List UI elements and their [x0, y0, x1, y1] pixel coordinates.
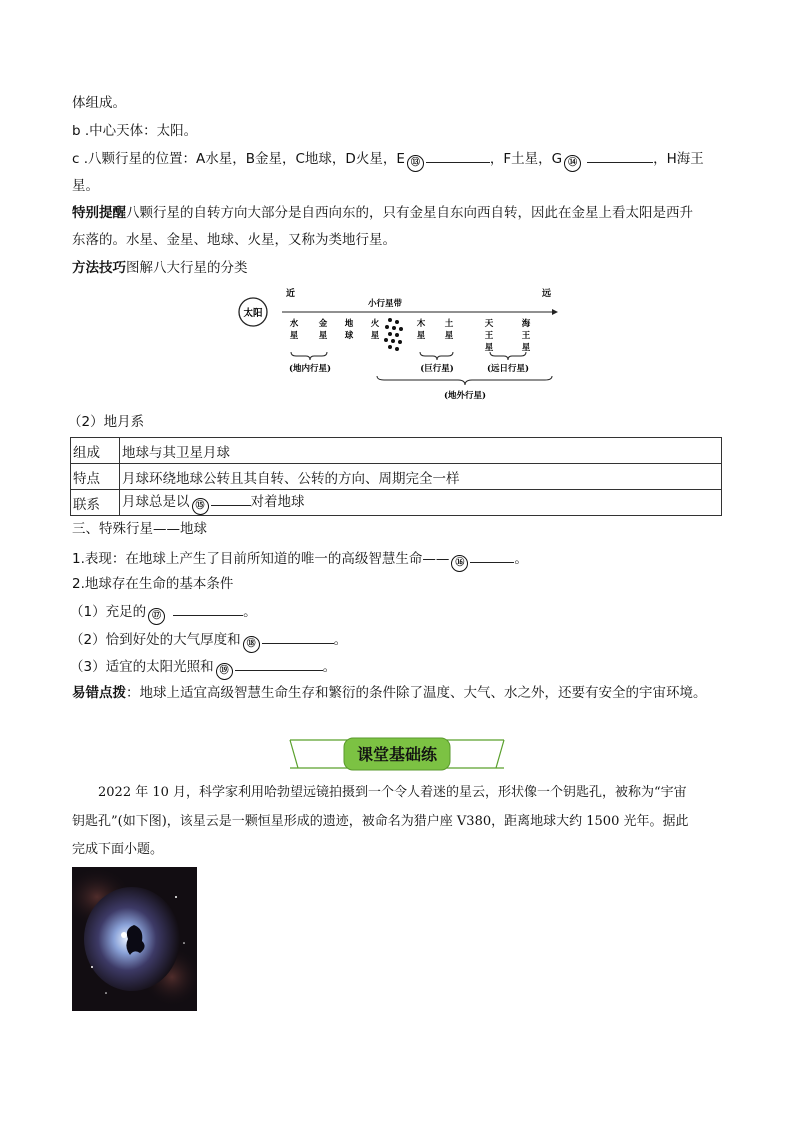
planet-char: 金 [318, 319, 328, 329]
blank-number: ⑯ [451, 555, 468, 572]
section-heading: 三、特殊行星——地球 [72, 521, 207, 537]
planet-mercury [290, 318, 299, 341]
error-tip-label: 易错点拨 [72, 685, 126, 701]
planet-char: 天 [484, 319, 494, 329]
fill-blank[interactable] [587, 148, 653, 163]
tip-line [72, 203, 693, 223]
tip-label: 特别提醒 [72, 205, 126, 221]
table-row [71, 438, 722, 464]
blank-number: ⑭ [564, 155, 581, 172]
blank-number: ⑬ [407, 155, 424, 172]
method-line [72, 258, 248, 278]
text-part: （3）适宜的太阳光照和 [70, 659, 214, 675]
axis-arrowhead [552, 309, 558, 315]
section-banner [288, 734, 506, 774]
question-text: 钥匙孔”(如下图)，该星云是一颗恒星形成的遗迹，被命名为猎户座 V380，距离地球大约 1500 光年。据此 [72, 814, 689, 829]
asteroid-belt-label: 小行星带 [367, 299, 403, 309]
planet-saturn [445, 318, 454, 341]
text-part: （2）恰到好处的大气厚度和 [70, 632, 241, 648]
table-value: 月球环绕地球公转且其自转、公转的方向、周期完全一样 [120, 464, 722, 490]
text-part: 。 [514, 551, 528, 567]
planet-char: 木 [416, 319, 426, 329]
text-line: 东落的。水星、金星、地球、火星，又称为类地行星。 [72, 232, 396, 248]
fill-blank[interactable] [470, 548, 514, 563]
text-line [72, 148, 704, 172]
text-part: 。 [243, 604, 257, 620]
text-part: 。 [333, 632, 348, 648]
text-part: 1.表现：在地球上产生了目前所知道的唯一的高级智慧生命—— [72, 551, 450, 567]
far-label: 远 [542, 289, 552, 299]
question-text: 完成下面小题。 [72, 842, 164, 857]
blank-number: ⑰ [148, 608, 165, 625]
text-line [72, 548, 528, 572]
sun-label: 太阳 [243, 308, 263, 319]
method-text: 图解八大行星的分类 [126, 260, 248, 276]
text-part: 对着地球 [250, 494, 305, 510]
section-heading: （2）地月系 [68, 414, 145, 430]
fill-blank[interactable] [262, 629, 334, 644]
text-part: c .八颗行星的位置：A水星，B金星，C地球，D火星，E [72, 151, 405, 167]
inner-planets-brace [291, 352, 327, 360]
planet-char: 星 [521, 343, 531, 353]
asteroid-dots [384, 318, 403, 351]
tip-text: 八颗行星的自转方向大部分是自西向东的，只有金星自东向西自转，因此在金星上看太阳是西升 [126, 205, 693, 221]
outer-planets-label: (地外行星) [443, 391, 487, 401]
fill-blank[interactable] [235, 656, 323, 671]
nebula-graphic [72, 867, 197, 1011]
table-value [120, 490, 722, 516]
table-key: 联系 [71, 490, 120, 516]
text-part: 。 [322, 659, 337, 675]
blank-number: ⑮ [192, 498, 209, 515]
fill-blank[interactable] [211, 491, 251, 506]
fill-blank[interactable] [426, 148, 490, 163]
inner-planets-label: (地内行星) [288, 364, 332, 374]
banner-title: 课堂基础练 [356, 745, 438, 764]
text-part: 月球总是以 [122, 494, 190, 510]
table-key: 组成 [71, 438, 120, 464]
planet-venus [319, 318, 328, 341]
planet-char: 地 [344, 319, 354, 329]
planet-char: 星 [318, 331, 328, 341]
text-line: 体组成。 [72, 95, 126, 111]
question-text: 2022 年 10 月，科学家利用哈勃望远镜拍摄到一个令人着迷的星云，形状像一个钥匙孔，被称为“宇宙 [98, 785, 687, 800]
table-row [71, 464, 722, 490]
earth-moon-table [70, 437, 722, 516]
giant-planets-label: (巨行星) [420, 364, 454, 374]
table-key: 特点 [71, 464, 120, 490]
planet-char: 星 [444, 331, 454, 341]
outer-planets-brace [377, 376, 552, 385]
planet-char: 土 [444, 319, 454, 329]
planet-mars [371, 318, 380, 341]
text-line: 星。 [72, 178, 99, 194]
method-label: 方法技巧 [72, 260, 126, 276]
planet-classification-diagram [234, 284, 564, 406]
planet-char: 球 [344, 331, 354, 341]
planet-char: 水 [289, 319, 299, 329]
planet-char: 星 [484, 343, 494, 353]
giant-planets-brace [420, 352, 453, 360]
planet-uranus [485, 318, 494, 353]
planet-jupiter [417, 318, 426, 341]
blank-number: ⑲ [216, 663, 233, 680]
planet-neptune [522, 318, 531, 353]
error-tip-line [72, 683, 707, 703]
text-part: ，F土星，G [489, 151, 563, 167]
planet-char: 星 [370, 331, 380, 341]
keyhole-nebula-image [72, 867, 197, 1011]
planet-char: 星 [289, 331, 299, 341]
planet-char: 火 [370, 319, 380, 329]
text-part: （1）充足的 [70, 604, 147, 620]
text-line: 2.地球存在生命的基本条件 [72, 576, 234, 592]
distant-planets-brace [490, 352, 526, 360]
text-line: b .中心天体：太阳。 [72, 123, 198, 139]
near-label: 近 [286, 289, 296, 299]
text-line [70, 601, 257, 625]
distant-planets-label: (远日行星) [486, 364, 530, 374]
planet-char: 王 [521, 331, 531, 341]
planet-char: 王 [484, 331, 494, 341]
planet-char: 星 [416, 331, 426, 341]
table-row [71, 490, 722, 516]
text-line [70, 629, 347, 653]
text-part: ，H海王 [653, 151, 704, 167]
fill-blank[interactable] [173, 601, 243, 616]
error-tip-text: ：地球上适宜高级智慧生命生存和繁衍的条件除了温度、大气、水之外，还要有安全的宇宙环境。 [126, 685, 707, 701]
text-line [70, 656, 336, 680]
planet-char: 海 [521, 319, 531, 329]
blank-number: ⑱ [243, 636, 260, 653]
table-value: 地球与其卫星月球 [120, 438, 722, 464]
planet-earth [345, 318, 354, 341]
